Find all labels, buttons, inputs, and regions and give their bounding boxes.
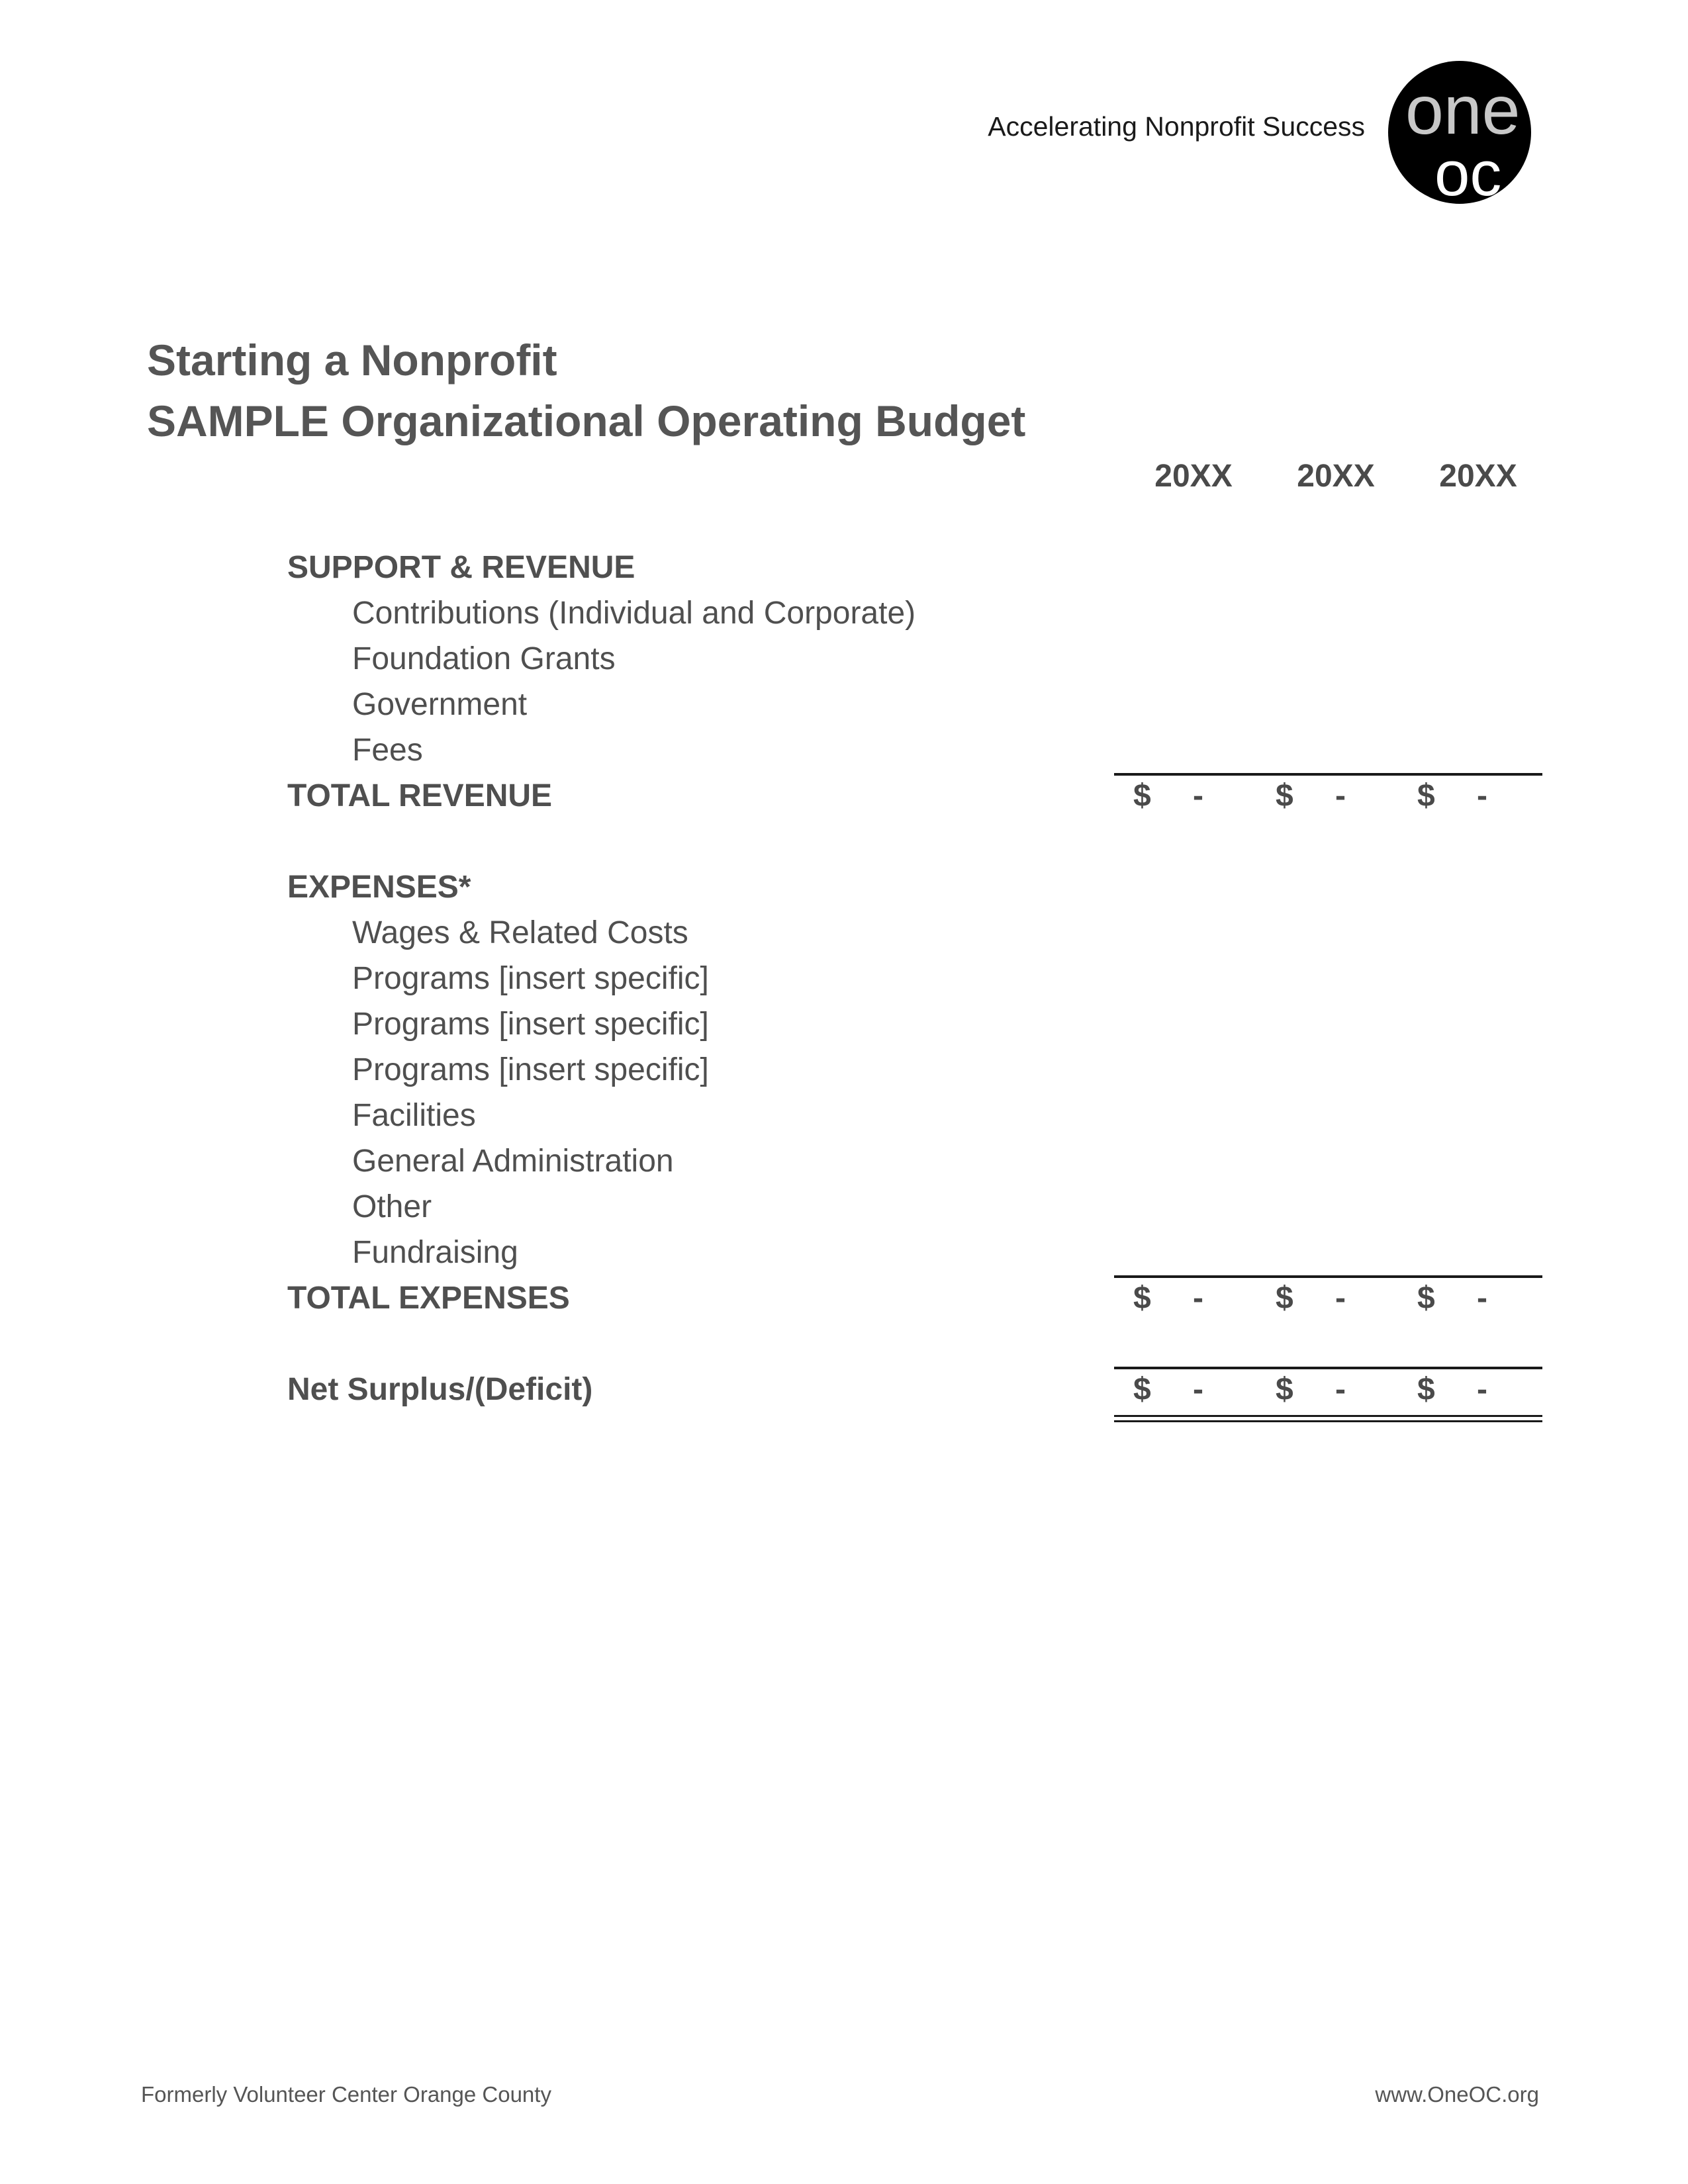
expense-item: General Administration [352,1144,674,1179]
currency-symbol: $ [1133,1281,1151,1316]
empty-value: - [1193,1372,1203,1407]
revenue-heading: SUPPORT & REVENUE [287,550,635,585]
currency-symbol: $ [1417,1281,1435,1316]
currency-symbol: $ [1133,1372,1151,1407]
double-underline-bottom [1114,1420,1542,1422]
svg-text:one: one [1405,72,1521,149]
revenue-item: Foundation Grants [352,641,616,676]
currency-symbol: $ [1276,1281,1293,1316]
revenue-item: Fees [352,733,423,768]
total-expenses-label: TOTAL EXPENSES [287,1281,570,1316]
empty-value: - [1335,1372,1346,1407]
currency-symbol: $ [1417,1372,1435,1407]
oneoc-logo [1380,60,1542,205]
year-header: 20XX [1297,459,1375,494]
currency-symbol: $ [1133,778,1151,813]
expense-item: Other [352,1189,432,1224]
revenue-item: Contributions (Individual and Corporate) [352,596,916,631]
svg-text:oc: oc [1434,138,1502,205]
expense-item: Fundraising [352,1235,518,1270]
year-header: 20XX [1154,459,1233,494]
currency-symbol: $ [1276,778,1293,813]
empty-value: - [1193,778,1203,813]
page-title: Starting a Nonprofit [147,336,557,385]
expense-item: Programs [insert specific] [352,1007,709,1042]
expense-item: Wages & Related Costs [352,915,688,950]
expense-item: Programs [insert specific] [352,961,709,996]
net-surplus-label: Net Surplus/(Deficit) [287,1372,593,1407]
double-underline-top [1114,1415,1542,1417]
currency-symbol: $ [1276,1372,1293,1407]
empty-value: - [1335,778,1346,813]
tagline: Accelerating Nonprofit Success [988,111,1365,142]
net-surplus-rule [1114,1367,1542,1369]
expense-item: Facilities [352,1098,476,1133]
empty-value: - [1335,1281,1346,1316]
footer-website: www.OneOC.org [1375,2082,1539,2107]
empty-value: - [1477,1372,1487,1407]
total-revenue-rule [1114,773,1542,776]
expense-item: Programs [insert specific] [352,1052,709,1087]
empty-value: - [1477,778,1487,813]
page-subtitle: SAMPLE Organizational Operating Budget [147,396,1026,445]
empty-value: - [1193,1281,1203,1316]
revenue-item: Government [352,687,528,722]
total-expenses-rule [1114,1275,1542,1278]
empty-value: - [1477,1281,1487,1316]
currency-symbol: $ [1417,778,1435,813]
total-revenue-label: TOTAL REVENUE [287,778,553,813]
footer-left: Formerly Volunteer Center Orange County [141,2082,551,2107]
expenses-heading: EXPENSES* [287,870,471,905]
year-header: 20XX [1439,459,1517,494]
